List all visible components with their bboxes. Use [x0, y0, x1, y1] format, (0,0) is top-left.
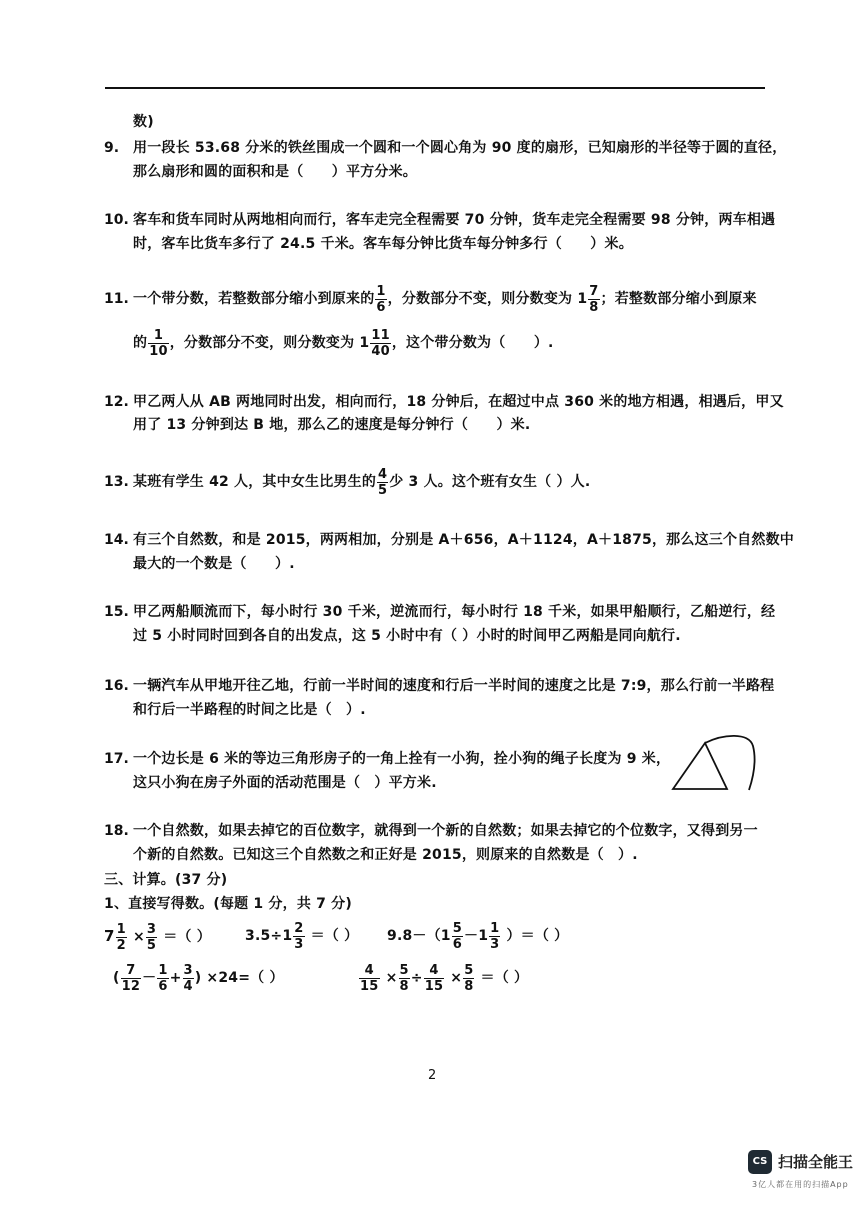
question-number-10: 10. — [104, 212, 129, 228]
question-number-16: 16. — [104, 678, 129, 694]
q14-line-2: 最大的一个数是（ ）. — [133, 556, 295, 572]
question-number-13: 13. — [104, 474, 129, 490]
q11-text-e: ，分数部分不变，则分数变为 1 — [169, 335, 370, 351]
question-number-17: 17. — [104, 751, 129, 767]
q11-line-1 — [133, 281, 757, 317]
fraction-3-5: $\frac{3}{5}$ — [146, 921, 157, 953]
q17-line-2: 这只小狗在房子外面的活动范围是（ ）平方米. — [133, 775, 437, 791]
q13-text-b: 少 3 人。这个班有女生（ ）人. — [389, 474, 591, 490]
fraction-5-8: $\frac{5}{8}$ — [399, 962, 409, 994]
header-rule — [105, 87, 765, 89]
fraction-4-15-b: $\frac{4}{15}$ — [424, 962, 444, 994]
q13-line — [133, 464, 590, 500]
fraction-1-3: $\frac{1}{3}$ — [490, 920, 500, 952]
q14-line-1: 有三个自然数，和是 2015，两两相加，分别是 A＋656，A＋1124，A＋1875，那么这三个自然数中 — [133, 532, 794, 548]
fraction-5-8-b: $\frac{5}{8}$ — [464, 962, 474, 994]
page-number: 2 — [428, 1068, 437, 1083]
q9-line-2: 那么扇形和圆的面积和是（ ）平方分米。 — [133, 164, 417, 180]
q15-line-1: 甲乙两船顺流而下，每小时行 30 千米，逆流而行，每小时行 18 千米，如果甲船顺行，乙船逆行，经 — [133, 604, 776, 620]
q9-line-1: 用一段长 53.68 分米的铁丝围成一个圆和一个圆心角为 90 度的扇形，已知扇形的半径等于圆的直径， — [133, 140, 787, 156]
fraction-7-12: $\frac{7}{12}$ — [121, 962, 141, 994]
calc-item-2: 3.5÷1 $\frac{2}{3}$ ＝（ ） — [245, 920, 359, 952]
q10-line-2: 时，客车比货车多行了 24.5 千米。客车每分钟比货车每分钟多行（ ）米。 — [133, 236, 633, 252]
calc-item-1: 7 $\frac{1}{2}$ × $\frac{3}{5}$ ＝（ ） — [104, 921, 211, 953]
brand-tagline: 3亿人都在用的扫描App — [752, 1180, 849, 1189]
fraction-1-10: $\frac{1}{10}$ — [149, 327, 168, 359]
q13-text-a: 某班有学生 42 人，其中女生比男生的 — [133, 474, 377, 490]
question-number-12: 12. — [104, 394, 129, 410]
q16-line-1: 一辆汽车从甲地开往乙地，行前一半时间的速度和行后一半时间的速度之比是 7:9，那么行前一半路程 — [133, 678, 775, 694]
q11-text-d: 的 — [133, 335, 148, 351]
fraction-11-40: $\frac{11}{40}$ — [371, 327, 390, 359]
question-number-18: 18. — [104, 823, 129, 839]
fraction-4-15: $\frac{4}{15}$ — [360, 962, 379, 994]
brand-name: 扫描全能王 — [778, 1153, 854, 1171]
fraction-1-6: $\frac{1}{6}$ — [158, 962, 168, 994]
fraction-1-6: $\frac{1}{6}$ — [376, 283, 386, 315]
question-number-14: 14. — [104, 532, 129, 548]
q11-text-b: ，分数部分不变，则分数变为 1 — [387, 291, 588, 307]
camscanner-logo-icon: CS — [748, 1150, 772, 1174]
q11-text-c: ；若整数部分缩小到原来 — [600, 291, 757, 307]
fraction-1-2: $\frac{1}{2}$ — [116, 921, 126, 953]
fraction-3-4: $\frac{3}{4}$ — [183, 962, 193, 994]
q11-line-2 — [133, 325, 554, 361]
q15-line-2: 过 5 小时同时回到各自的出发点，这 5 小时中有（ ）小时的时间甲乙两船是同向航行. — [133, 628, 681, 644]
fraction-4-5: $\frac{4}{5}$ — [378, 466, 388, 498]
q17-line-1: 一个边长是 6 米的等边三角形房子的一角上拴有一小狗，拴小狗的绳子长度为 9 米， — [133, 751, 671, 767]
triangle-house-diagram — [665, 732, 765, 798]
q10-line-1: 客车和货车同时从两地相向而行，客车走完全程需要 70 分钟，货车走完全程需要 98 分钟，两车相遇 — [133, 212, 776, 228]
q12-line-2: 用了 13 分钟到达 B 地，那么乙的速度是每分钟行（ ）米. — [133, 417, 531, 433]
calc-item-5: $\frac{4}{15}$ × $\frac{5}{8}$ ÷ $\frac{4}{15}$ × $\frac{5}{8}$ ＝（ ） — [360, 962, 529, 994]
subsection-1-heading: 1、直接写得数。(每题 1 分，共 7 分) — [104, 896, 352, 912]
continued-text: 数) — [133, 114, 154, 130]
question-number-15: 15. — [104, 604, 129, 620]
fraction-5-6: $\frac{5}{6}$ — [452, 920, 462, 952]
question-number-11: 11. — [104, 291, 129, 307]
q12-line-1: 甲乙两人从 AB 两地同时出发，相向而行，18 分钟后，在超过中点 360 米的地方相遇，相遇后，甲又 — [133, 394, 784, 410]
q18-line-2: 个新的自然数。已知这三个自然数之和正好是 2015，则原来的自然数是（ ）. — [133, 847, 638, 863]
q11-text-a: 一个带分数，若整数部分缩小到原来的 — [133, 291, 375, 307]
fraction-7-8: $\frac{7}{8}$ — [589, 283, 599, 315]
q11-text-f: ，这个带分数为（ ）. — [391, 335, 554, 351]
question-number-9: 9. — [104, 140, 120, 156]
fraction-2-3: $\frac{2}{3}$ — [294, 920, 304, 952]
q18-line-1: 一个自然数，如果去掉它的百位数字，就得到一个新的自然数；如果去掉它的个位数字，又得到另一 — [133, 823, 758, 839]
calc-item-3: 9.8－（1 $\frac{5}{6}$ －1 $\frac{1}{3}$ ）＝（ ） — [387, 920, 569, 952]
calc-item-4: ( $\frac{7}{12}$ － $\frac{1}{6}$ + $\frac{3}{4}$ ) ×24=（ ） — [113, 962, 284, 994]
section-3-heading: 三、计算。(37 分) — [104, 872, 228, 888]
q16-line-2: 和行后一半路程的时间之比是（ ）. — [133, 702, 366, 718]
